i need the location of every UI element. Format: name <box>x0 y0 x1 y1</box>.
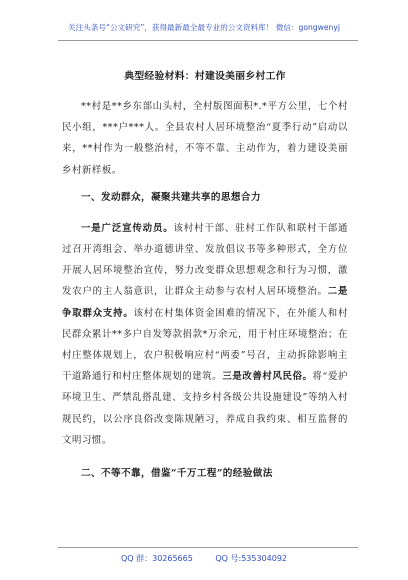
qq-number: QQ 号:535304092 <box>215 554 288 563</box>
paragraph-text-3: 将“爱护环境卫生、严禁乱搭乱建、支持乡村各级公共设施建设”等纳入村规民约，以公序良俗改变陈规陋习，养成自我约束、相互监督的文明习惯。 <box>62 371 348 446</box>
paragraph-text-2: 该村在村集体资金困难的情况下，在外能人和村民群众累计**多户自发筹款捐款*万余元，用于村庄环境整治；在村庄整体规划上，农户积极响应村“两委”号召，主动拆除影响主干道路通行和村庄整体规划的建筑。 <box>62 307 348 383</box>
header-notice: 关注头条号“公文研究”，获得最新最全最专业的公文资料库！ 微信：gongwenyj <box>68 23 340 32</box>
lead-phrase-3: 三是改善村风民俗。 <box>222 371 313 383</box>
qq-group: QQ 群：30265665 <box>120 554 193 563</box>
section-2-heading: 二、不等不靠，借鉴“千万工程”的经验做法 <box>81 468 273 480</box>
section-1-heading: 一、发动群众，凝聚共建共享的思想合力 <box>81 191 261 203</box>
lead-phrase-1: 一是广泛宣传动员。 <box>81 222 174 234</box>
footer <box>0 553 408 564</box>
document-body <box>62 62 348 494</box>
paragraph-text-1: 该村村干部、驻村工作队和联村干部通过召开湾组会、举办道德讲堂、发放倡议书等多种形式，全方位开展人居环境整治宣传，努力改变群众思想观念和行为习惯，激发农户的主人翁意识，让群众主动参与农村人居环境整治。 <box>62 222 348 298</box>
footer-divider <box>58 547 358 548</box>
lead-phrase-2: 二是争取群众支持。 <box>62 286 348 319</box>
document-title: 典型经验材料：村建设美丽乡村工作 <box>124 71 286 82</box>
intro-paragraph: **村是**乡东部山头村，全村版图面积*.*平方公里，七个村民小组，***户***人。全县农村人居环境整治“夏季行动”启动以来，**村作为一般整治村，不等不靠、主动作为，着力建设美丽乡村新样板。 <box>62 101 348 176</box>
header-divider <box>58 40 358 41</box>
section-1-paragraph <box>62 218 348 451</box>
